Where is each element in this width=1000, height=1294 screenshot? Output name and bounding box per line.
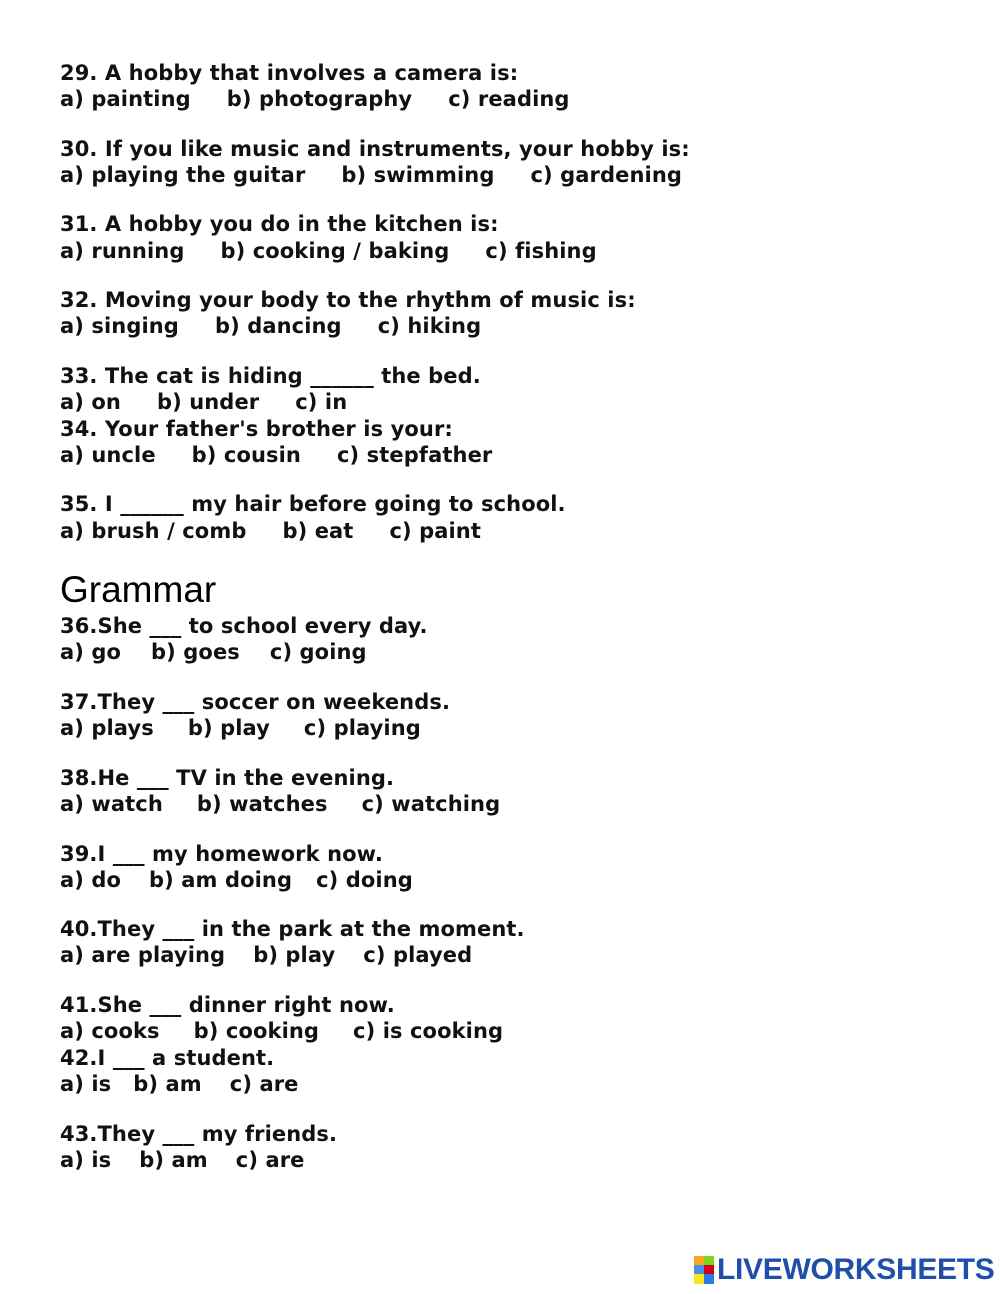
option-b[interactable]: b) play (253, 943, 336, 967)
option-a[interactable]: a) brush / comb (60, 519, 247, 543)
option-b[interactable]: b) eat (282, 519, 354, 543)
option-c[interactable]: c) watching (361, 792, 501, 816)
option-c[interactable]: c) is cooking (353, 1019, 504, 1043)
option-c[interactable]: c) played (363, 943, 473, 967)
option-b[interactable]: b) photography (226, 87, 413, 111)
options-row (60, 313, 481, 339)
section-heading-grammar: Grammar (60, 569, 217, 610)
logo-square (694, 1256, 704, 1265)
options-row (60, 442, 492, 468)
option-c[interactable]: c) gardening (530, 163, 683, 187)
option-a[interactable]: a) are playing (60, 943, 226, 967)
question-text: 43.They ___ my friends. (60, 1122, 338, 1146)
options-row (60, 1071, 299, 1097)
question-text: 36.She ___ to school every day. (60, 614, 428, 638)
option-c[interactable]: c) are (229, 1072, 299, 1096)
option-a[interactable]: a) do (60, 868, 122, 892)
logo-square (704, 1256, 714, 1265)
option-c[interactable]: c) in (295, 390, 348, 414)
question-text: 42.I ___ a student. (60, 1046, 275, 1070)
options-row (60, 942, 472, 968)
option-c[interactable]: c) reading (448, 87, 570, 111)
option-b[interactable]: b) dancing (214, 314, 342, 338)
options-row (60, 791, 500, 817)
logo-text: LIVEWORKSHEETS (717, 1253, 995, 1286)
option-a[interactable]: a) painting (60, 87, 191, 111)
option-a[interactable]: a) uncle (60, 443, 156, 467)
options-row (60, 639, 367, 665)
option-a[interactable]: a) is (60, 1148, 112, 1172)
question-text: 33. The cat is hiding ______ the bed. (60, 364, 481, 388)
option-b[interactable]: b) goes (151, 640, 240, 664)
options-row (60, 389, 347, 415)
options-row (60, 86, 570, 112)
option-c[interactable]: c) hiking (377, 314, 482, 338)
options-row (60, 715, 421, 741)
option-a[interactable]: a) plays (60, 716, 154, 740)
question-text: 40.They ___ in the park at the moment. (60, 917, 525, 941)
option-c[interactable]: c) going (269, 640, 367, 664)
question-text: 30. If you like music and instruments, your hobby is: (60, 137, 690, 161)
option-a[interactable]: a) running (60, 239, 185, 263)
options-row (60, 867, 413, 893)
option-a[interactable]: a) watch (60, 792, 163, 816)
question-text: 35. I ______ my hair before going to school. (60, 492, 566, 516)
option-a[interactable]: a) cooks (60, 1019, 160, 1043)
option-b[interactable]: b) am doing (149, 868, 293, 892)
liveworksheets-logo[interactable] (694, 1253, 995, 1287)
question-text: 31. A hobby you do in the kitchen is: (60, 212, 499, 236)
options-row (60, 238, 597, 264)
option-c[interactable]: c) paint (389, 519, 482, 543)
option-c[interactable]: c) playing (303, 716, 421, 740)
option-c[interactable]: c) are (235, 1148, 305, 1172)
question-text: 37.They ___ soccer on weekends. (60, 690, 451, 714)
option-b[interactable]: b) swimming (341, 163, 495, 187)
option-c[interactable]: c) fishing (485, 239, 597, 263)
option-a[interactable]: a) singing (60, 314, 179, 338)
question-text: 29. A hobby that involves a camera is: (60, 61, 519, 85)
option-b[interactable]: b) watches (196, 792, 328, 816)
option-c[interactable]: c) doing (316, 868, 413, 892)
option-a[interactable]: a) on (60, 390, 121, 414)
option-b[interactable]: b) play (187, 716, 270, 740)
liveworksheets-logo-icon (694, 1256, 714, 1284)
logo-square (704, 1265, 714, 1274)
logo-square (694, 1265, 704, 1274)
options-row (60, 1018, 503, 1044)
logo-square (704, 1274, 714, 1284)
option-c[interactable]: c) stepfather (337, 443, 493, 467)
options-row (60, 518, 481, 544)
option-b[interactable]: b) cooking / baking (220, 239, 450, 263)
question-text: 38.He ___ TV in the evening. (60, 766, 395, 790)
option-b[interactable]: b) under (156, 390, 260, 414)
option-b[interactable]: b) cooking (193, 1019, 320, 1043)
question-text: 32. Moving your body to the rhythm of music is: (60, 288, 636, 312)
question-text: 34. Your father's brother is your: (60, 417, 453, 441)
options-row (60, 1147, 305, 1173)
options-row (60, 162, 682, 188)
option-a[interactable]: a) go (60, 640, 122, 664)
question-text: 39.I ___ my homework now. (60, 842, 383, 866)
option-b[interactable]: b) am (139, 1148, 208, 1172)
option-b[interactable]: b) am (133, 1072, 202, 1096)
question-text: 41.She ___ dinner right now. (60, 993, 395, 1017)
option-b[interactable]: b) cousin (191, 443, 301, 467)
option-a[interactable]: a) playing the guitar (60, 163, 306, 187)
logo-square (694, 1274, 704, 1284)
option-a[interactable]: a) is (60, 1072, 112, 1096)
